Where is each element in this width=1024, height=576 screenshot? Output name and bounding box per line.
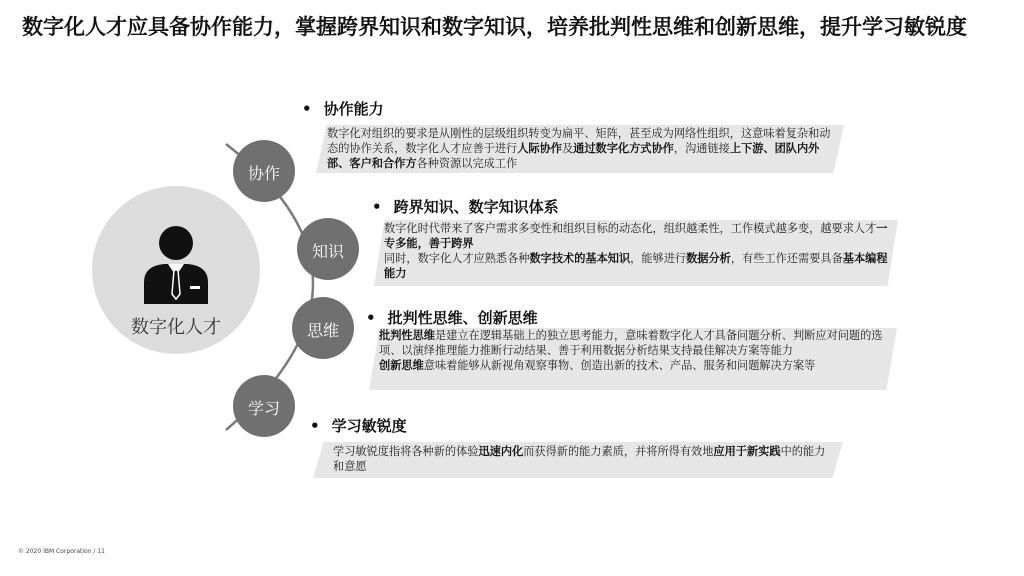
body-text-run: 而获得新的能力素质，并将所得有效地	[523, 445, 714, 458]
emphasis-text: 数据分析	[686, 252, 731, 265]
center-label: 数字化人才	[131, 317, 221, 338]
emphasis-text: 应用于新实践	[713, 445, 781, 458]
section-body-thinking	[379, 328, 887, 373]
emphasis-text: 人际协作	[517, 142, 562, 155]
person-icon	[140, 226, 212, 304]
bullet-icon: •	[310, 417, 320, 435]
section-heading-collab	[302, 98, 384, 119]
node-label-knowledge: 知识	[311, 242, 344, 261]
section-body-learning	[333, 444, 833, 474]
paragraph	[384, 221, 889, 251]
body-text-run: 数字化对组织的要求是从刚性的层级组织转变为扁平、矩阵，甚至成为网络性组织，这意味着复杂和动态的协作关系，数字化人才应善于进行	[327, 127, 831, 155]
paragraph	[379, 358, 887, 373]
body-text-run: 及	[561, 142, 574, 155]
heading-text: 学习敏锐度	[331, 417, 407, 435]
body-text-run: 意味着能够从新视角观察事物、创造出新的技术、产品、服务和问题解决方案等	[423, 359, 816, 372]
footer-copyright: © 2020 IBM Corporation / 11	[18, 548, 105, 555]
emphasis-text: 通过数字化方式协作	[573, 142, 674, 155]
section-body-collab	[327, 126, 833, 171]
emphasis-text: 一专多能，善于跨界	[384, 222, 888, 250]
body-text-run: 各种资源以完成工作	[416, 157, 518, 170]
section-heading-thinking	[366, 307, 538, 328]
heading-text: 协作能力	[323, 100, 384, 118]
body-text-run: 同时，数字化人才应熟悉各种	[384, 252, 530, 265]
paragraph	[384, 251, 889, 281]
page-title: 数字化人才应具备协作能力，掌握跨界知识和数字知识，培养批判性思维和创新思维，提升学习敏锐度	[22, 15, 967, 39]
section-heading-learning	[310, 415, 407, 436]
node-label-learning: 学习	[247, 399, 280, 418]
emphasis-text: 批判性思维	[379, 329, 435, 342]
bullet-icon: •	[372, 198, 382, 216]
body-text-run: 是建立在逻辑基础上的独立思考能力，意味着数字化人才具备问题分析、判断应对问题的选项、以演绎推理能力推断行动结果、善于利用数据分析结果支持最佳解决方案等能力	[379, 329, 883, 357]
node-label-thinking: 思维	[306, 321, 339, 340]
body-text-run: 数字化时代带来了客户需求多变性和组织目标的动态化，组织越柔性，工作模式越多变，越要求人才	[384, 222, 877, 235]
emphasis-text: 基本编程能力	[384, 252, 888, 280]
heading-text: 跨界知识、数字知识体系	[393, 198, 559, 216]
body-text-run: ，有些工作还需要具备	[730, 252, 843, 265]
bullet-icon: •	[366, 309, 376, 327]
paragraph	[379, 328, 887, 358]
emphasis-text: 上下游、团队内外部、客户和合作方	[327, 142, 820, 170]
bullet-icon: •	[302, 100, 312, 118]
emphasis-text: 数字技术的基本知识	[529, 252, 631, 265]
body-text-run: 中的能力和意愿	[333, 445, 826, 473]
node-label-collab: 协作	[247, 164, 280, 183]
body-text-run: 学习敏锐度指将各种新的体验	[333, 445, 479, 458]
body-text-run: ，能够进行	[630, 252, 687, 265]
section-heading-knowledge	[372, 196, 559, 217]
emphasis-text: 创新思维	[379, 359, 424, 372]
emphasis-text: 迅速内化	[478, 445, 524, 458]
body-text-run: ，沟通链接	[673, 142, 730, 155]
section-body-knowledge	[384, 221, 889, 281]
heading-text: 批判性思维、创新思维	[387, 309, 538, 327]
